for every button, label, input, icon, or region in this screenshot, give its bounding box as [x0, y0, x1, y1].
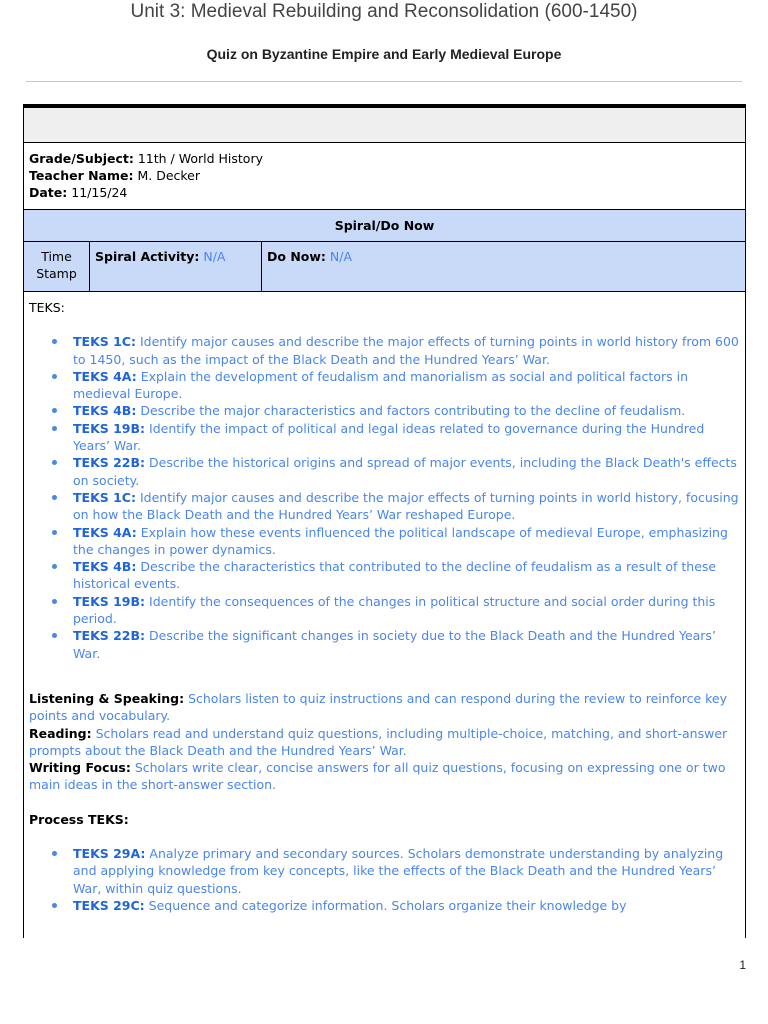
- spiral-activity-label: Spiral Activity:: [95, 249, 200, 264]
- date-line: [29, 184, 740, 201]
- reading-label: Reading:: [29, 725, 92, 741]
- teacher-label: Teacher Name:: [29, 168, 134, 183]
- list-item: TEKS 29C: Sequence and categorize information. Scholars organize their knowledge by: [73, 897, 740, 914]
- list-item: TEKS 29A: Analyze primary and secondary sources. Scholars demonstrate understanding by analyzing and applying knowledge from key concepts, like the effects of the Black Death and the Hundred Years’ War, within quiz questions.: [73, 845, 740, 897]
- divider: [26, 81, 742, 82]
- page-number: 1: [739, 958, 746, 972]
- process-teks-label: Process TEKS:: [29, 811, 129, 827]
- listening-text: Scholars listen to quiz instructions and can respond during the review to reinforce key points and vocabulary.: [29, 690, 728, 724]
- spiral-activity-value: N/A: [203, 249, 226, 264]
- grade-label: Grade/Subject:: [29, 151, 134, 166]
- grade-value: 11th / World History: [137, 151, 263, 166]
- list-item: TEKS 4B: Describe the major characteristics and factors contributing to the decline of feudalism.: [73, 402, 740, 419]
- grade-line: [29, 150, 740, 167]
- process-teks-list: [29, 845, 740, 914]
- spiral-activity-cell: [90, 242, 262, 291]
- teacher-line: [29, 167, 740, 184]
- do-now-label: Do Now:: [267, 249, 326, 264]
- writing-label: Writing Focus:: [29, 760, 131, 776]
- list-item: TEKS 22B: Describe the significant changes in society due to the Black Death and the Hundred Years’ War.: [73, 627, 740, 662]
- lesson-table: [23, 104, 746, 938]
- list-item: TEKS 4A: Explain how these events influenced the political landscape of medieval Europe, emphasizing the changes in power dynamics.: [73, 524, 740, 559]
- list-item: TEKS 19B: Identify the consequences of the changes in political structure and social order during this period.: [73, 593, 740, 628]
- teacher-value: M. Decker: [137, 168, 201, 183]
- teks-label: TEKS:: [29, 300, 65, 315]
- list-item: TEKS 1C: Identify major causes and describe the major effects of turning points in world history from 600 to 1450, such as the impact of the Black Death and the Hundred Years’ War.: [73, 334, 739, 367]
- list-item: TEKS 22B: Describe the historical origins and spread of major events, including the Black Death's effects on society.: [73, 454, 740, 489]
- content-cell: [24, 292, 745, 914]
- writing-text: Scholars write clear, concise answers for all quiz questions, focusing on expressing one or two main ideas in the short-answer section.: [29, 760, 726, 793]
- date-label: Date:: [29, 185, 68, 200]
- time-stamp-cell: Time Stamp: [24, 242, 90, 291]
- list-item: TEKS 4A: Explain the development of feudalism and manorialism as social and political factors in medieval Europe.: [73, 368, 740, 403]
- spiral-row: [24, 242, 745, 292]
- reading-text: Scholars read and understand quiz questions, including multiple-choice, matching, and short-answer prompts about the Black Death and the Hundred Years’ War.: [29, 725, 728, 758]
- table-header-row: [24, 108, 745, 143]
- do-now-cell: [262, 242, 745, 291]
- reading-line: [29, 725, 740, 760]
- list-item: TEKS 4B: Describe the characteristics that contributed to the decline of feudalism as a result of these historical events.: [73, 558, 740, 593]
- listening-line: [29, 690, 740, 725]
- info-row: [24, 143, 745, 210]
- spiral-heading: Spiral/Do Now: [24, 210, 745, 242]
- do-now-value: N/A: [329, 249, 353, 264]
- list-item: TEKS 19B: Identify the impact of political and legal ideas related to governance during the Hundred Years’ War.: [73, 420, 740, 455]
- quiz-title: Quiz on Byzantine Empire and Early Medieval Europe: [206, 46, 562, 62]
- writing-line: [29, 759, 740, 794]
- list-item: TEKS 1C: Identify major causes and describe the major effects of turning points in world history, focusing on how the Black Death and the Hundred Years’ War reshaped Europe.: [73, 489, 739, 523]
- unit-title: Unit 3: Medieval Rebuilding and Reconsolidation (600-1450): [130, 1, 638, 22]
- teks-list: [29, 333, 740, 662]
- date-value: 11/15/24: [71, 185, 128, 200]
- listening-label: Listening & Speaking:: [29, 690, 185, 706]
